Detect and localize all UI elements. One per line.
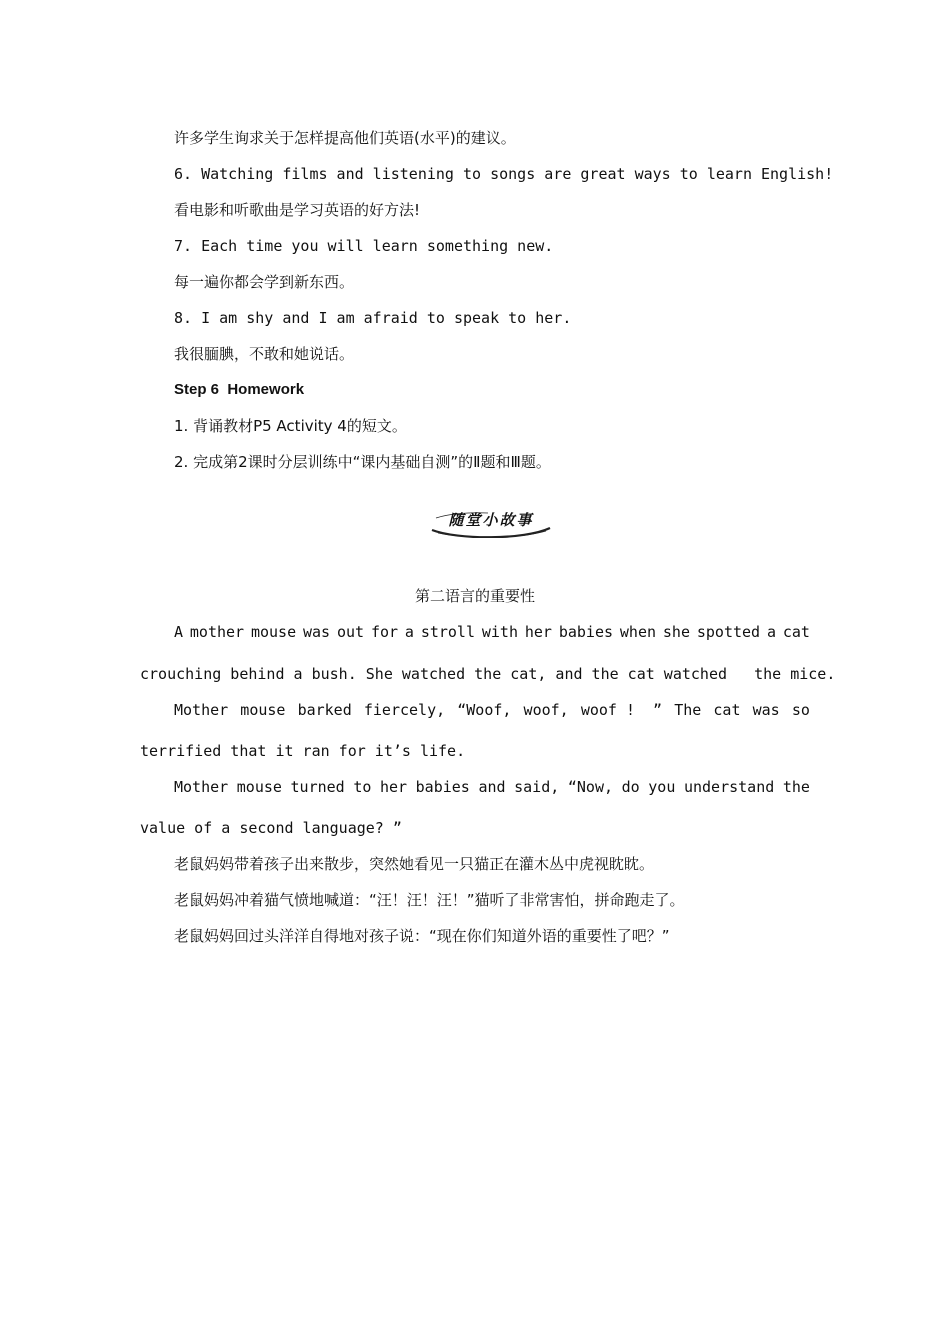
story-translation-3: 老鼠妈妈回过头洋洋自得地对孩子说：“现在你们知道外语的重要性了吧？”	[174, 927, 670, 945]
word: you	[648, 778, 676, 796]
translation-line-6: 看电影和听歌曲是学习英语的好方法!	[174, 201, 421, 219]
translation-line-8: 我很腼腆，不敢和她说话。	[174, 345, 355, 363]
word: mouse	[240, 701, 286, 719]
word: so	[791, 701, 810, 719]
story-translation-2: 老鼠妈妈冲着猫气愤地喊道：“汪！汪！汪！”猫听了非常害怕，拼命跑走了。	[174, 891, 685, 909]
word: “Now,	[567, 778, 614, 796]
word: was	[752, 701, 780, 719]
story-p3-line1	[174, 777, 810, 797]
word: for	[370, 623, 399, 641]
word: woof,	[523, 701, 569, 719]
word: with	[481, 623, 518, 641]
translation-line-5: 许多学生询求关于怎样提高他们英语(水平)的建议。	[174, 129, 516, 147]
story-translation-1: 老鼠妈妈带着孩子出来散步，突然她看见一只猫正在灌木丛中虎视眈眈。	[174, 855, 655, 873]
word: mouse	[236, 778, 282, 796]
word: understand	[683, 778, 775, 796]
word: said,	[514, 778, 560, 796]
word: mouse	[250, 623, 297, 641]
story-p1-line2: crouching behind a bush. She watched the cat, and the cat watched the mice.	[140, 665, 836, 683]
sentence-6: 6. Watching films and listening to songs are great ways to learn English!	[174, 165, 834, 183]
story-title: 第二语言的重要性	[414, 587, 535, 605]
word: do	[621, 778, 640, 796]
word: her	[524, 623, 552, 641]
homework-item-2: 2. 完成第2课时分层训练中“课内基础自测”的Ⅱ题和Ⅲ题。	[174, 453, 551, 471]
homework-heading: Step 6 Homework	[174, 381, 305, 398]
word: woof ! ”	[580, 701, 663, 719]
word: mother	[189, 623, 245, 641]
word: babies	[415, 778, 470, 796]
word: to	[353, 778, 372, 796]
sentence-7: 7. Each time you will learn something new.	[174, 237, 554, 255]
story-p3-line2: value of a second language? ”	[140, 819, 402, 837]
translation-line-7: 每一遍你都会学到新东西。	[174, 273, 355, 291]
word: spotted	[696, 623, 761, 641]
word: she	[662, 623, 690, 641]
story-banner	[428, 506, 554, 538]
story-p2-line1	[174, 700, 810, 720]
story-p2-line2: terrified that it ran for it’s life.	[140, 742, 466, 760]
word: “Woof,	[457, 701, 512, 719]
word: when	[619, 623, 657, 641]
story-p1-line1	[174, 622, 810, 642]
word: the	[782, 778, 810, 796]
word: stroll	[420, 623, 475, 641]
word: and	[478, 778, 506, 796]
word: a	[766, 623, 776, 641]
word: fiercely,	[363, 701, 446, 719]
word: cat	[713, 701, 741, 719]
word: was	[303, 623, 331, 641]
word: babies	[558, 623, 614, 641]
word: Mother	[174, 701, 229, 719]
sentence-8: 8. I am shy and I am afraid to speak to her.	[174, 309, 572, 327]
word: Mother	[174, 778, 229, 796]
homework-item-1: 1. 背诵教材P5 Activity 4的短文。	[174, 417, 407, 435]
word: The	[674, 701, 702, 719]
word: cat	[782, 623, 810, 641]
word: her	[379, 778, 408, 796]
word: barked	[297, 701, 352, 719]
word: A	[174, 623, 184, 641]
word: turned	[290, 778, 345, 796]
banner-text: 随堂小故事	[448, 511, 534, 529]
word: a	[404, 623, 414, 641]
word: out	[336, 623, 365, 641]
